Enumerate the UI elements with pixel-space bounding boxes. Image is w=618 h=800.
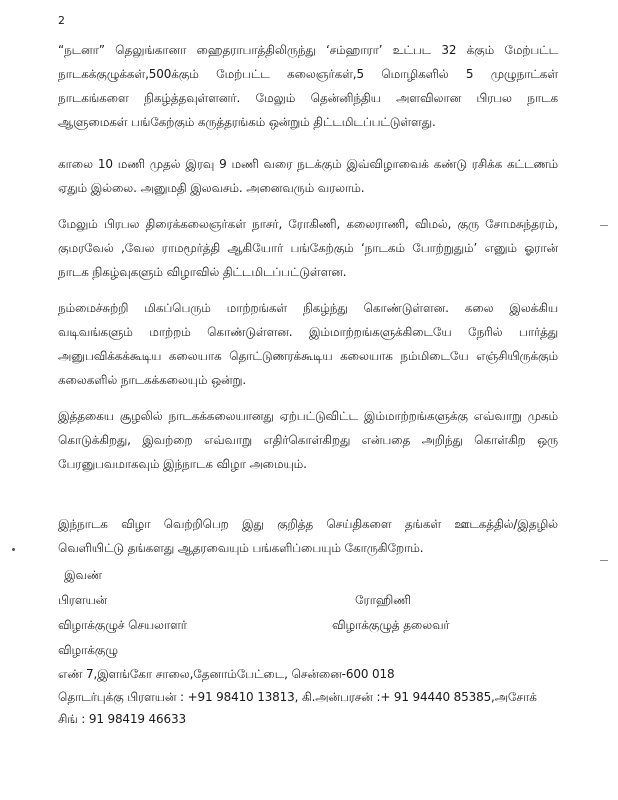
closing-regards: இவண் xyxy=(64,568,102,582)
signatory-left-title: விழாக்குழுச் செயலாளர் xyxy=(58,618,187,632)
paragraph-festival-overview: “நடனா” தெலுங்கானா ஹைதராபாத்திலிருந்து ‘சம்ஹாரா’ உட்பட 32 க்கும் மேற்பட்ட நாடகக்குழுக்கள்,500க்கும் மேற்பட்ட கலைஞர்கள்,5 மொழிகளில் 5 முழுநாட்கள் நாடகங்களை நிகழ்த்தவுள்ளனர். மேலும் தென்னிந்திய அளவிலான பிரபல நாடக ஆளுமைகள் பங்கேற்கும் கருத்தரங்கம் ஒன்றும் திட்டமிடப்பட்டுள்ளது. xyxy=(58,43,558,129)
paragraph-celebrity-event: மேலும் பிரபல திரைக்கலைஞர்கள் நாசர், ரோகிணி, கலைராணி, விமல், குரு சோமசுந்தரம், குமரவேல் ,வேல ராமமூர்த்தி ஆகியோர் பங்கேற்கும் ‘நாடகம் போற்றுதும்’ எனும் ஓரான் நாடக நிகழ்வுகளும் விழாவில் திட்டமிடப்பட்டுள்ளன. xyxy=(58,217,558,279)
committee-label: விழாக்குழு xyxy=(58,643,118,657)
paragraph-changes: நம்மைச்சுற்றி மிகப்பெரும் மாற்றங்கள் நிகழ்ந்து கொண்டுள்ளன. கலை இலக்கிய வடிவங்களும் மாற்றம் கொண்டுள்ளன. இம்மாற்றங்களுக்கிடையே நேரில் பார்த்து அனுபவிக்கக்கூடிய கலையாக தொட்டுணரக்கூடிய கலையாக நம்மிடையே எஞ்சியிருக்கும் கலைகளில் நாடகக்கலையும் ஒன்று. xyxy=(58,301,558,387)
page-number: 2 xyxy=(58,14,65,27)
signatory-right-name: ரோஹிணி xyxy=(355,593,411,607)
paragraph-media-request: இந்நாடக விழா வெற்றிபெற இது குறித்த செய்திகளை தங்கள் ஊடகத்தில்/இதழில் வெளியிட்டு தங்களது ஆதரவையும் பங்களிப்பையும் கோருகிறோம். xyxy=(58,517,558,555)
address-line: எண் 7,இளங்கோ சாலை,தேனாம்பேட்டை, சென்னை-600 018 xyxy=(58,667,395,681)
paragraph-context: இத்தகைய சூழலில் நாடகக்கலையானது ஏற்பட்டுவிட்ட இம்மாற்றங்களுக்கு எவ்வாறு முகம் கொடுக்கிறது, இவற்றை எவ்வாறு எதிர்கொள்கிறது என்பதை அறிந்து கொள்கிற ஒரு பேரனுபவமாகவும் இந்நாடக விழா அமையும். xyxy=(58,409,558,471)
scan-dot-mark xyxy=(12,548,15,551)
signatory-left-name: பிரளயன் xyxy=(58,593,108,607)
contact-line-2: சிங் : 91 98419 46633 xyxy=(58,712,186,726)
paragraph-timing-admission: காலை 10 மணி முதல் இரவு 9 மணி வரை நடக்கும் இவ்விழாவைக் கண்டு ரசிக்க கட்டணம் ஏதும் இல்லை. அனுமதி இலவசம். அனைவரும் வரலாம். xyxy=(58,157,558,195)
contact-line-1: தொடர்புக்கு பிரளயன் : +91 98410 13813, கி.அன்பரசன் :+ 91 94440 85385,அசோக் xyxy=(58,690,537,704)
scan-edge-mark xyxy=(600,225,608,226)
scan-edge-mark xyxy=(600,560,608,561)
signatory-right-title: விழாக்குழுத் தலைவர் xyxy=(332,618,450,632)
